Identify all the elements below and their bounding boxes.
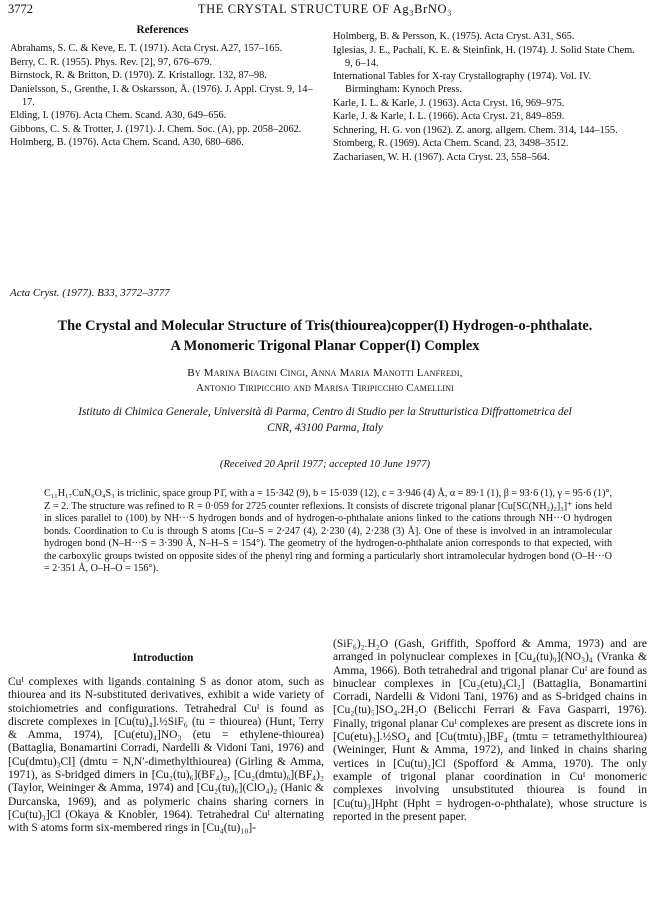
received-dates: (Received 20 April 1977; accepted 10 June 1977) bbox=[219, 459, 431, 470]
authors-line: By Marina Biagini Cingi, Anna Maria Manotti Lanfredi, bbox=[187, 367, 463, 379]
article-title-line: A Monomeric Trigonal Planar Copper(I) Complex bbox=[170, 338, 480, 354]
reference-item: Holmberg, B. (1976). Acta Chem. Scand. A30, 680–686. bbox=[10, 137, 244, 149]
reference-item: Karle, J. & Karle, I. L. (1966). Acta Cryst. 21, 849–859. bbox=[333, 111, 565, 123]
article-title bbox=[22, 316, 628, 356]
article-title-line: The Crystal and Molecular Structure of Tris(thiourea)copper(I) Hydrogen-o-phthalate. bbox=[57, 318, 593, 334]
references-heading: References bbox=[136, 24, 189, 36]
running-head bbox=[8, 2, 642, 20]
running-title: THE CRYSTAL STRUCTURE OF Ag₃BrNO₃ bbox=[197, 2, 453, 16]
references-right-column bbox=[333, 30, 643, 164]
reference-item: Berry, C. R. (1955). Phys. Rev. [2], 97, 676–679. bbox=[10, 56, 213, 68]
reference-item: International Tables for X-ray Crystallography (1974). Vol. IV. Birmingham: Kynoch Press. bbox=[333, 71, 592, 96]
introduction-left-column: Cuᴵ complexes with ligands containing S as donor atom, such as thiourea and its N-substituted derivatives, exhibit a wide variety of stoichiometries and configurations. Tetrahedral Cuᴵ is found as discrete complexes in [Cu(tu)₄].½SiF₆ (tu = thiourea) (Hunt, Terry & Amma, 1974), [Cu(etu)₄]NO₃ (etu = ethylene-thiourea) (Battaglia, Bonamartini Corradi, Nardelli & Vidoni Tani, 1976) and [Cu(dmtu)₃Cl] (dmtu = N,N′-dimethylthiourea) (Girling & Amma, 1971), as S-bridged dimers in [Cu₂(tu)₆](BF₄)₂, [Cu₂(dmtu)₆](BF₄)₂ (Taylor, Weininger & Amma, 1974) and [Cu₂(tu)₆](ClO₄)₂ (Hanic & Durcanska, 1969), and as polymeric chains sharing corners in [Cu(tu)₃]Cl (Okaya & Knobler, 1964). Tetrahedral Cuᴵ alternating with S atoms form six-membered rings in [Cu₄(tu)₁₀]- bbox=[8, 676, 324, 835]
reference-item: Danielsson, S., Grenthe, I. & Oskarsson, Å. (1976). J. Appl. Cryst. 9, 14–17. bbox=[10, 83, 313, 108]
article-citation: Acta Cryst. (1977). B33, 3772–3777 bbox=[10, 287, 170, 299]
reference-item: Holmberg, B. & Persson, K. (1975). Acta Cryst. A31, S65. bbox=[333, 31, 575, 42]
reference-item: Gibbons, C. S. & Trotter, J. (1971). J. Chem. Soc. (A), pp. 2058–2062. bbox=[10, 123, 302, 135]
abstract: C₁₁H₁₇CuN₆O₄S₃ is triclinic, space group P1̄, with a = 15·342 (9), b = 15·039 (12), c = 3·946 (4) Å, α = 89·1 (1), β = 93·6 (1), γ = 95·6 (1)°, Z = 2. The structure was refined to R = 0·059 for 2725 counter reflexions. It consists of discrete trigonal planar [Cu[SC(NH₂)₂]₃]⁺ ions held in slices parallel to (100) by NH···S hydrogen bonds and of hydrogen-o-phthalate anions linked to the cations through NH···O hydrogen bonds. Coordination to Cu is through S atoms [Cu–S = 2·247 (4), 2·230 (4), 2·238 (3) Å]. One of these is involved in an intramolecular hydrogen bond (N–H···S = 3·390 Å, N–H–S = 154°). The geometry of the hydrogen-o-phthalate anion corresponds to that expected, with the carboxylic groups twisted on opposite sides of the phenyl ring and forming a particularly short intramolecular hydrogen bond (O–H···O = 2·351 Å, O–H–O = 156°). bbox=[44, 488, 613, 574]
authors bbox=[20, 366, 630, 396]
affiliation bbox=[20, 404, 630, 436]
reference-item: Birnstock, R. & Britton, D. (1970). Z. Kristallogr. 132, 87–98. bbox=[10, 70, 267, 81]
reference-item: Stomberg, R. (1969). Acta Chem. Scand. 23, 3498–3512. bbox=[333, 138, 569, 150]
reference-item: Zachariasen, W. H. (1967). Acta Cryst. 23, 558–564. bbox=[333, 151, 550, 163]
reference-item: Elding, I. (1976). Acta Chem. Scand. A30, 649–656. bbox=[10, 110, 227, 122]
reference-item: Schnering, H. G. von (1962). Z. anorg. allgem. Chem. 314, 144–155. bbox=[333, 124, 618, 136]
affiliation-line: Istituto di Chimica Generale, Università di Parma, Centro di Studio per la Strutturistica Diffrattometrica del bbox=[78, 406, 572, 418]
reference-item: Iglesias, J. E., Pachali, K. E. & Steinfink, H. (1974). J. Solid State Chem. 9, 6–14. bbox=[333, 44, 635, 69]
authors-line: Antonio Tiripicchio and Marisa Tiripicchio Camellini bbox=[195, 382, 455, 394]
page-number: 3772 bbox=[8, 2, 33, 16]
affiliation-line: CNR, 43100 Parma, Italy bbox=[267, 422, 383, 434]
introduction-right-column: (SiF₆)₂.H₂O (Gash, Griffith, Spofford & Amma, 1973) and are arranged in polynuclear complexes in [Cu₄(tu)₉](NO₃)₄ (Vranka & Amma, 1966). Both tetrahedral and trigonal planar Cuᴵ are found as binuclear complexes in [Cu₂(etu)₄Cl₂] (Battaglia, Bonamartini Corradi, Nardelli & Vidoni Tani, 1976) and as S-bridged chains in [Cu₂(tu)₅]SO₄.2H₂O (Belicchi Ferrari & Fava Gasparri, 1976). Finally, trigonal planar Cuᴵ complexes are present as discrete ions in [Cu(etu)₃].½SO₄ and [Cu(tmtu)₃]BF₄ (tmtu = tetramethylthiourea) (Weininger, Hunt & Amma, 1972), and linked in chains sharing vertices in [Cu(tu)₂]Cl (Spofford & Amma, 1970). The only example of trigonal planar coordination in Cuᴵ monomeric complexes involving unsubstituted thiourea is found in [Cu(tu)₃]Hpht (Hpht = hydrogen-o-phthalate), whose structure is reported in the present paper. bbox=[333, 638, 647, 823]
reference-item: Abrahams, S. C. & Keve, E. T. (1971). Acta Cryst. A27, 157–165. bbox=[10, 43, 283, 54]
references-left-column bbox=[10, 42, 324, 150]
introduction-heading: Introduction bbox=[132, 652, 194, 664]
reference-item: Karle, I. L. & Karle, J. (1963). Acta Cryst. 16, 969–975. bbox=[333, 97, 565, 109]
